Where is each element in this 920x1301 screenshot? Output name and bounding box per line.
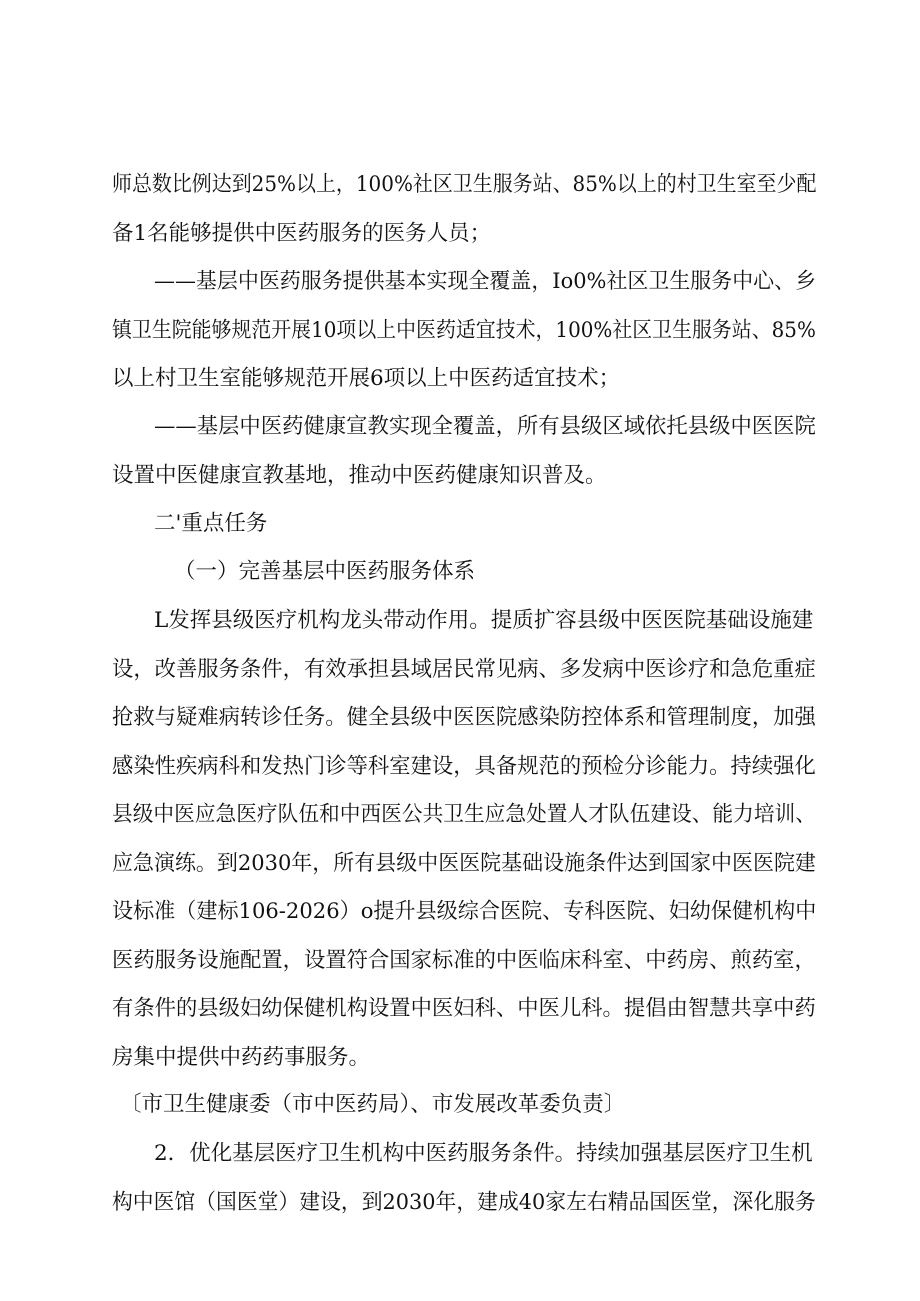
heading-text: 二'重点任务 (154, 511, 268, 536)
text-line: 房集中提供中药药事服务。 (112, 1044, 371, 1070)
text-line: 师总数比例达到25%以上，100%社区卫生服务站、85%以上的村卫生室至少配 (112, 172, 817, 197)
paragraph-staffing-ratio (112, 161, 816, 258)
text-line: 抢救与疑难病转诊任务。健全县级中医医院感染防控体系和管理制度，加强 (112, 705, 816, 730)
text-line: L发挥县级医疗机构龙头带动作用。提质扩容县级中医医院基础设施建 (154, 608, 814, 633)
text-line: 有条件的县级妇幼保健机构设置中医妇科、中医儿科。提倡由智慧共享中药 (112, 996, 816, 1021)
text-line: 医药服务设施配置，设置符合国家标准的中医临床科室、中药房、煎药室， (112, 947, 816, 973)
section-heading-key-tasks (112, 500, 816, 549)
text-line: ——基层中医药健康宣教实现全覆盖，所有县级区域依托县级中医医院 (154, 414, 816, 439)
paragraph-grassroots-conditions (112, 1130, 816, 1227)
text-line: 应急演练。到2030年，所有县级中医医院基础设施条件达到国家中医医院建 (112, 850, 816, 876)
subsection-heading (112, 548, 816, 597)
text-line: 设置中医健康宣教基地，推动中医药健康知识普及。 (112, 462, 607, 488)
paragraph-service-coverage (112, 258, 816, 404)
text-line: 设，改善服务条件，有效承担县域居民常见病、多发病中医诊疗和急危重症 (112, 656, 816, 682)
paragraph-health-education (112, 403, 816, 500)
text-line: 2．优化基层医疗卫生机构中医药服务条件。持续加强基层医疗卫生机 (154, 1141, 813, 1166)
paragraph-county-hospitals (112, 597, 816, 1082)
text-line: ——基层中医药服务提供基本实现全覆盖，Io0%社区卫生服务中心、乡 (154, 269, 817, 294)
text-line: 以上村卫生室能够规范开展6项以上中医药适宜技术； (112, 366, 621, 391)
text-line: 构中医馆（国医堂）建设，到2030年，建成40家左右精品国医堂，深化服务 (112, 1189, 816, 1215)
text-line: 感染性疾病科和发热门诊等科室建设，具备规范的预检分诊能力。持续强化 (112, 753, 816, 779)
responsibility-note (112, 1081, 816, 1130)
text-line: 镇卫生院能够规范开展10项以上中医药适宜技术，100%社区卫生服务站、85% (112, 317, 816, 343)
text-line: 县级中医应急医疗队伍和中西医公共卫生应急处置人才队伍建设、能力培训、 (112, 802, 816, 827)
heading-text: （一）完善基层中医药服务体系 (174, 559, 476, 584)
text-line: 〔市卫生健康委（市中医药局）、市发展改革委负责〕 (120, 1092, 626, 1117)
text-line: 备1名能够提供中医药服务的医务人员； (112, 220, 492, 246)
text-line: 设标准（建标106-2026）o提升县级综合医院、专科医院、妇幼保健机构中 (112, 899, 817, 924)
